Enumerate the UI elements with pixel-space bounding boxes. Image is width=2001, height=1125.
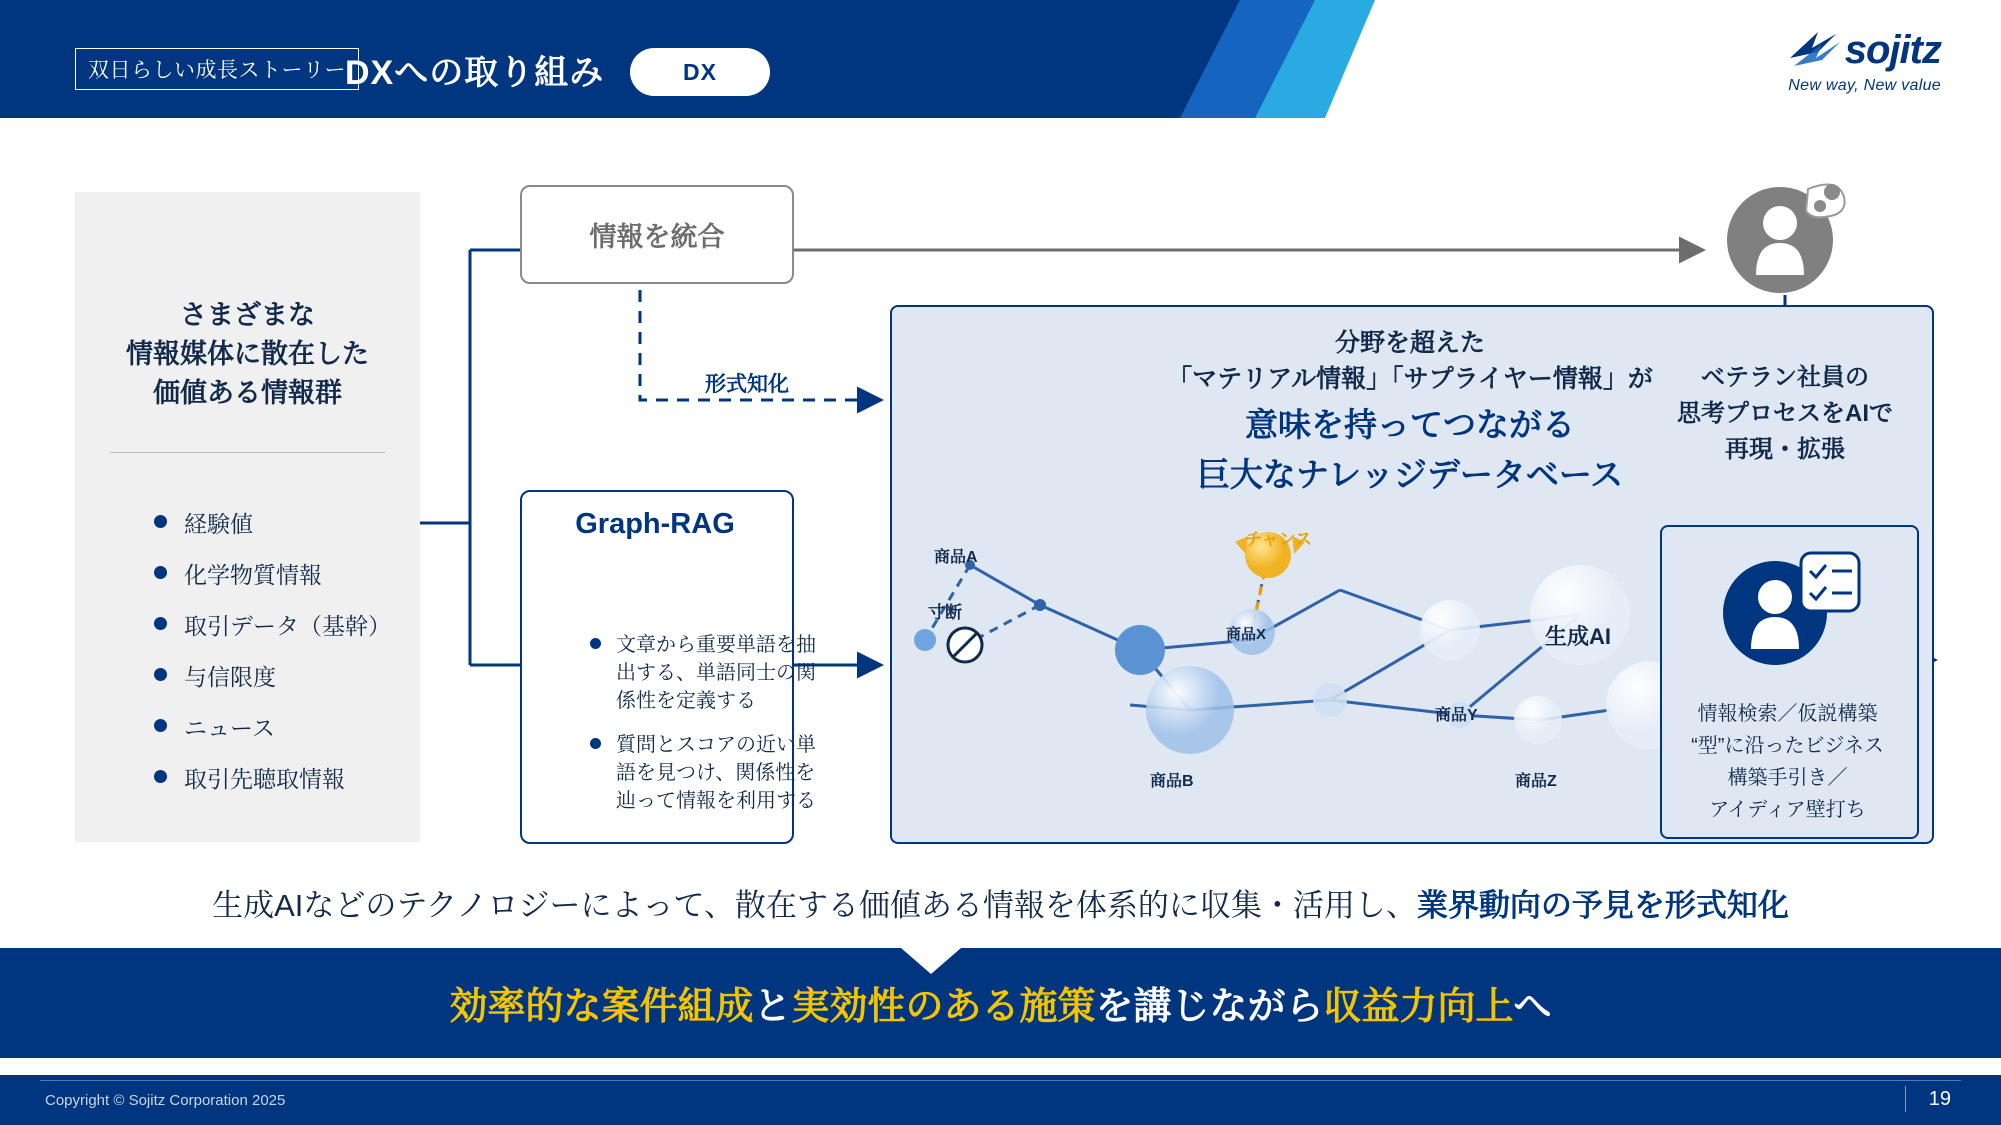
- left-panel-title-line-3: 価値ある情報群: [153, 378, 342, 409]
- knowledge-base-line-3: 意味を持ってつながる: [1245, 405, 1575, 443]
- page-number-divider: [1905, 1086, 1906, 1112]
- conclusion-highlight-3: 収益力向上: [1323, 986, 1514, 1028]
- dx-badge: [630, 48, 770, 96]
- conclusion-band-notch: [901, 948, 961, 974]
- ai-assistant-icon: [1715, 545, 1865, 675]
- veteran-employee-icon: [1720, 175, 1850, 305]
- graph-rag-title: Graph-RAG: [575, 508, 735, 540]
- left-panel-list: [110, 506, 450, 812]
- graph-label-product-y: 商品Y: [1435, 707, 1478, 724]
- ai-output-line-4: アイディア壁打ち: [1709, 799, 1866, 821]
- formal-knowledge-label: 形式知化: [705, 373, 789, 396]
- veteran-text-line-1: ベテラン社員の: [1701, 364, 1869, 391]
- sojitz-logo-name: sojitz: [1844, 28, 1941, 72]
- veteran-text-line-3: 再現・拡張: [1725, 436, 1845, 463]
- sojitz-logo: [1788, 28, 1941, 95]
- graph-label-product-z: 商品Z: [1515, 773, 1557, 790]
- graph-label-product-x: 商品X: [1226, 626, 1267, 643]
- list-item: 質問とスコアの近い単語を見つけ、関係性を辿って情報を利用する: [588, 731, 823, 815]
- integrate-information-box: [520, 185, 794, 284]
- ai-output-line-3: 構築手引き／: [1727, 767, 1848, 789]
- left-panel-divider: [110, 452, 385, 453]
- page-number: 19: [1928, 1088, 1951, 1110]
- page-footer: [0, 1075, 2001, 1125]
- list-item: 与信限度: [150, 659, 450, 692]
- copyright-text: Copyright © Sojitz Corporation 2025: [45, 1092, 286, 1109]
- page-header: [0, 0, 2001, 118]
- page-title: DXへの取り組み: [345, 54, 605, 92]
- footer-divider: [40, 1080, 1961, 1081]
- knowledge-base-line-4: 巨大なナレッジデータベース: [1196, 455, 1624, 493]
- graph-rag-list: [548, 631, 823, 831]
- list-item: 化学物質情報: [150, 557, 450, 590]
- summary-plain-text: 生成AIなどのテクノロジーによって、散在する価値ある情報を体系的に収集・活用し、: [212, 888, 1417, 923]
- veteran-process-text: [1605, 360, 1965, 468]
- list-item: 取引先聴取情報: [150, 761, 450, 794]
- header-story-tag: [75, 48, 359, 90]
- conclusion-text: [0, 975, 2001, 1030]
- header-story-tag-label: 双日らしい成長ストーリー: [88, 59, 346, 82]
- conclusion-highlight-1: 効率的な案件組成: [449, 986, 754, 1028]
- list-item: 取引データ（基幹）: [150, 608, 450, 641]
- conclusion-plain-1: と: [753, 986, 792, 1028]
- graph-label-chance: チャンス: [1245, 530, 1312, 549]
- sojitz-mark-icon: [1788, 28, 1848, 72]
- ai-output-line-2: “型”に沿ったビジネス: [1691, 735, 1884, 757]
- left-panel-title-line-2: 情報媒体に散在した: [126, 339, 369, 370]
- ai-output-text: [1660, 698, 1915, 826]
- list-item: ニュース: [150, 710, 450, 743]
- list-item: 文章から重要単語を抽出する、単語同士の関係性を定義する: [588, 631, 823, 715]
- knowledge-base-line-2: 「マテリアル情報」「サプライヤー情報」が: [1167, 365, 1653, 394]
- sojitz-logo-tagline: New way, New value: [1788, 77, 1941, 94]
- left-panel-title: [75, 296, 420, 413]
- ai-output-line-1: 情報検索／仮説構築: [1697, 703, 1878, 725]
- graph-label-product-b: 商品B: [1150, 773, 1194, 790]
- conclusion-plain-3: へ: [1513, 986, 1552, 1028]
- integrate-information-label: 情報を統合: [589, 222, 725, 252]
- left-panel-title-line-1: さまざまな: [180, 300, 315, 330]
- list-item: 経験値: [150, 506, 450, 539]
- graph-label-product-a: 商品A: [934, 549, 978, 566]
- veteran-text-line-2: 思考プロセスをAIで: [1677, 400, 1893, 427]
- dx-badge-label: DX: [683, 58, 717, 85]
- graph-label-cut: 寸断: [928, 603, 962, 622]
- summary-sentence: [0, 880, 2001, 925]
- conclusion-plain-2: を講じながら: [1095, 986, 1324, 1028]
- knowledge-base-line-1: 分野を超えた: [1334, 329, 1485, 357]
- conclusion-highlight-2: 実効性のある施策: [791, 986, 1096, 1028]
- gen-ai-label: 生成AI: [1545, 624, 1612, 649]
- summary-bold-text: 業界動向の予見を形式知化: [1416, 888, 1789, 923]
